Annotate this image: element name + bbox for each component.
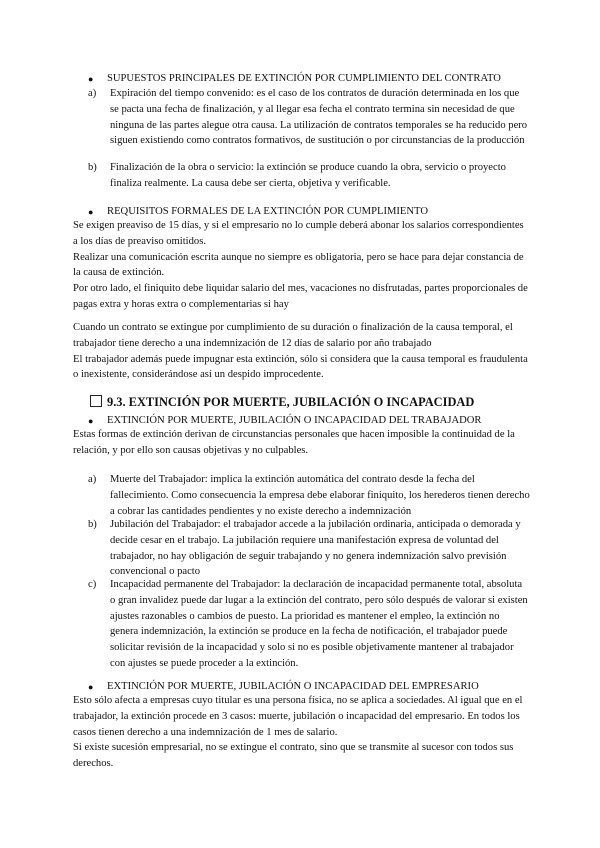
- bullet-icon: ●: [88, 74, 94, 84]
- list-item: [88, 577, 530, 672]
- heading-text: EXTINCIÓN POR MUERTE, JUBILACIÓN O INCAPACIDAD DEL EMPRESARIO: [107, 681, 479, 692]
- paragraph: Por otro lado, el finiquito debe liquidar salario del mes, vacaciones no disfrutadas, partes proporcionales de pagas extra y horas extra o complementarias si hay: [73, 283, 528, 310]
- paragraph: El trabajador además puede impugnar esta extinción, sólo si considera que la causa temporal es fraudulenta o inexistente, considerándose así un despido improcedente.: [73, 353, 528, 381]
- paragraph: Esto sólo afecta a empresas cuyo titular es una persona física, no se aplica a sociedades. Al igual que en el trabajador, la extinción procede en 3 casos: muerte, jubilación o incapacidad del empresario. En todos los casos tienen derecho a una indemnización de 1 mes de salario.: [73, 695, 523, 738]
- bullet-icon: ●: [88, 207, 94, 217]
- list-item: [88, 472, 530, 519]
- paragraph-group: [73, 320, 531, 383]
- bullet-icon: ●: [88, 416, 94, 426]
- paragraph: Cuando un contrato se extingue por cumplimiento de su duración o finalización de la causa temporal, el trabajador tiene derecho a una indemnización de 12 días de salario por año trabajado: [73, 322, 513, 349]
- item-label: a): [88, 474, 97, 485]
- item-text: Muerte del Trabajador: implica la extinción automática del contrato desde la fecha del fallecimiento. Como consecuencia la empresa debe elaborar finiquito, los herederos tienen derecho a cobrar las cantidades pendientes y no existe derecho a indemnización: [110, 474, 530, 517]
- checkbox-icon: [90, 395, 102, 407]
- section-title-text: 9.3. EXTINCIÓN POR MUERTE, JUBILACIÓN O INCAPACIDAD: [107, 395, 475, 409]
- heading-text: REQUISITOS FORMALES DE LA EXTINCIÓN POR CUMPLIMIENTO: [107, 206, 428, 217]
- item-text: Jubilación del Trabajador: el trabajador accede a la jubilación ordinaria, anticipada o demorada y decide cesar en el trabajo. La jubilación requiere una manifestación expresa de voluntad del trabajador, no hay obligación de seguir trabajando y no genera indemnización salvo previsión convencional o pacto: [110, 519, 521, 578]
- list-item: [88, 86, 530, 149]
- item-label: a): [88, 88, 97, 99]
- heading-text: EXTINCIÓN POR MUERTE, JUBILACIÓN O INCAPACIDAD DEL TRABAJADOR: [107, 415, 482, 426]
- section-title: [90, 394, 474, 410]
- paragraph: Estas formas de extinción derivan de circunstancias personales que hacen imposible la continuidad de la relación, y por ello son causas objetivas y no culpables.: [73, 429, 515, 456]
- paragraph: Se exigen preaviso de 15 días, y si el empresario no lo cumple deberá abonar los salarios correspondientes a los días de preaviso omitidos.: [73, 220, 524, 247]
- item-text: Expiración del tiempo convenido: es el caso de los contratos de duración determinada en los que se pacta una fecha de finalización, y al llegar esa fecha el contrato termina sin necesidad de que ninguna de las partes alegue otra causa. La utilización de contratos temporales se ha reducido pero siguen existiendo como contratos formativos, de sustitución o por circunstancias de la producción: [110, 88, 528, 147]
- bullet-icon: ●: [88, 682, 94, 692]
- heading-text: SUPUESTOS PRINCIPALES DE EXTINCIÓN POR CUMPLIMIENTO DEL CONTRATO: [107, 73, 501, 84]
- paragraph-group: [73, 218, 531, 313]
- paragraph-group: [73, 693, 531, 772]
- paragraph: Si existe sucesión empresarial, no se extingue el contrato, sino que se transmite al sucesor con todos sus derechos.: [73, 742, 514, 770]
- item-label: b): [88, 519, 97, 530]
- paragraph-group: [73, 427, 531, 459]
- item-label: b): [88, 162, 97, 173]
- item-text: Incapacidad permanente del Trabajador: la declaración de incapacidad permanente total, absoluta o gran invalidez puede dar lugar a la extinción del contrato, pero sólo después de valorar si existen ajustes razonables o cambios de puesto. La prioridad es mantener el empleo, la extinción no genera indemnización, la extinción se produce en la fecha de notificación, el trabajador puede solicitar revisión de la incapacidad y solo si no es posible objetivamente mantener al trabajador con ajustes se puede proceder a la extinción.: [110, 579, 528, 669]
- list-item: [88, 517, 530, 580]
- list-item: [88, 160, 530, 192]
- item-label: c): [88, 579, 97, 590]
- item-text: Finalización de la obra o servicio: la extinción se produce cuando la obra, servicio o proyecto finaliza realmente. La causa debe ser cierta, objetiva y verificable.: [110, 162, 506, 189]
- paragraph: Realizar una comunicación escrita aunque no siempre es obligatoria, pero se hace para dejar constancia de la causa de extinción.: [73, 251, 524, 279]
